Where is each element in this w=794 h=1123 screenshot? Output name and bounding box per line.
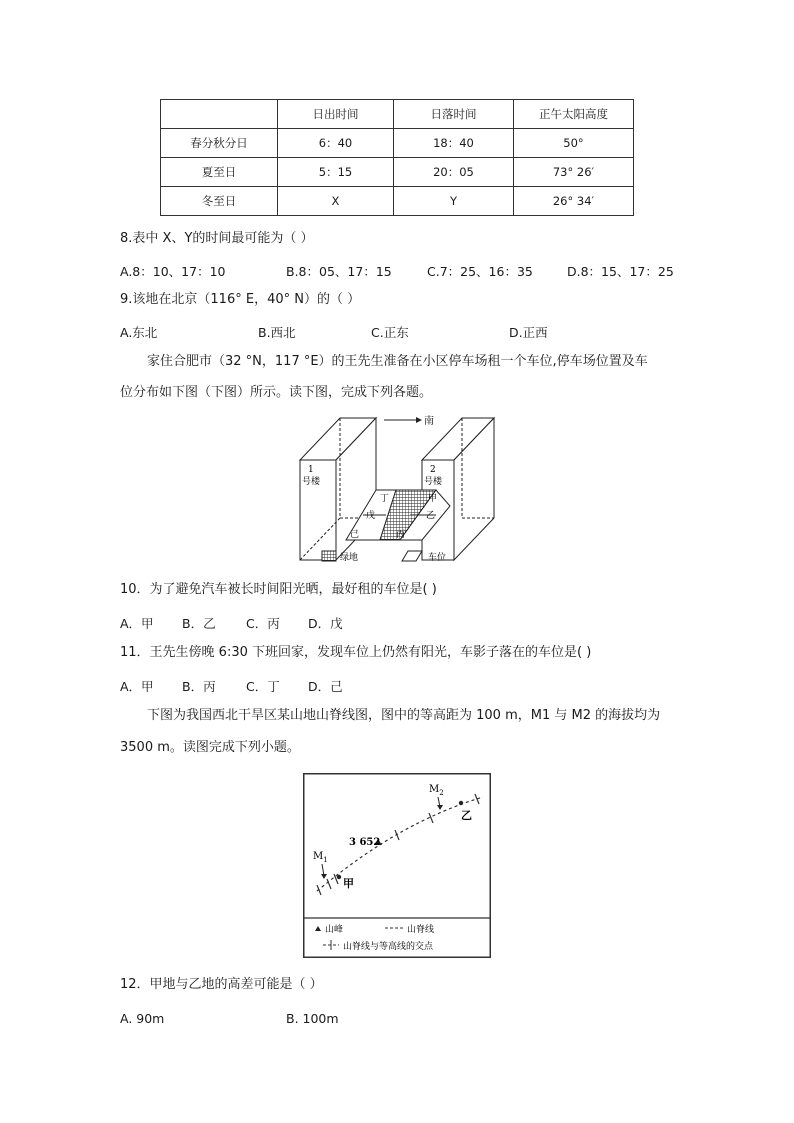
- label-jia: 甲: [343, 877, 354, 890]
- building-2-label: 号楼: [424, 477, 443, 487]
- q8-option-a: A.8：10、17：10: [120, 264, 226, 279]
- table-cell: X: [278, 187, 394, 216]
- south-label: 南: [424, 416, 434, 427]
- legend-spot-swatch: [402, 551, 422, 561]
- south-arrow: [384, 417, 422, 423]
- q12-option-b: B. 100m: [286, 1011, 339, 1026]
- peak-elevation: 3 652: [349, 837, 381, 848]
- question-10-stem: 10．为了避免汽车被长时间阳光晒，最好租的车位是( ): [120, 582, 437, 597]
- q9-option-a: A.东北: [120, 325, 158, 340]
- spot-ji: 己: [350, 530, 360, 540]
- spot-jia: 甲: [428, 494, 438, 504]
- passage-1-line-2: 位分布如下图（下图）所示。读下图，完成下列各题。: [120, 385, 433, 400]
- label-m2: $M_2$: [429, 784, 444, 797]
- table-cell: 冬至日: [161, 187, 278, 216]
- table-cell: 夏至日: [161, 158, 278, 187]
- question-11-stem: 11．王先生傍晚 6:30 下班回家，发现车位上仍然有阳光，车影子落在的车位是( ): [120, 645, 592, 660]
- label-yi: 乙: [461, 809, 472, 822]
- table-cell: 73° 26′: [514, 158, 634, 187]
- legend-ridge-label: 山脊线: [407, 925, 435, 935]
- question-9-stem: 9.该地在北京（116° E，40° N）的（ ）: [120, 292, 361, 307]
- label-m1: $M_1$: [313, 851, 328, 864]
- legend-spot-label: 车位: [428, 553, 447, 563]
- parking-lot-figure: [288, 410, 506, 572]
- building-2-number: 2: [430, 465, 436, 475]
- legend-peak-label: 山峰: [325, 925, 344, 935]
- q8-option-b: B.8：05、17：15: [286, 264, 392, 279]
- table-cell: 日落时间: [394, 100, 514, 129]
- building-1-number: 1: [308, 465, 314, 475]
- table-row: [161, 158, 634, 187]
- ridge-line-figure: [303, 773, 491, 958]
- legend-green-swatch: [322, 551, 336, 561]
- table-row: [161, 187, 634, 216]
- q10-option-b: B．乙: [182, 616, 216, 631]
- q8-option-c: C.7：25、16：35: [427, 264, 533, 279]
- point-jia: [337, 875, 341, 879]
- table-cell: 5：15: [278, 158, 394, 187]
- question-12-stem: 12．甲地与乙地的高差可能是（ ）: [120, 977, 323, 992]
- q11-option-b: B．丙: [182, 679, 216, 694]
- question-8-stem: 8.表中 X、Y的时间最可能为（ ）: [120, 231, 314, 246]
- q11-option-d: D．己: [308, 679, 343, 694]
- q10-option-d: D．戊: [308, 616, 343, 631]
- q9-option-b: B.西北: [258, 325, 296, 340]
- table-cell: [161, 100, 278, 129]
- table-cell: Y: [394, 187, 514, 216]
- q10-option-c: C．丙: [246, 616, 280, 631]
- spot-bing: 丙: [396, 530, 406, 540]
- table-header-row: [161, 100, 634, 129]
- legend-green-label: 绿地: [340, 553, 359, 563]
- legend-cross-label: 山脊线与等高线的交点: [343, 942, 434, 952]
- building-1-label: 号楼: [302, 477, 321, 487]
- table-cell: 正午太阳高度: [514, 100, 634, 129]
- table-cell: 日出时间: [278, 100, 394, 129]
- table-row: [161, 129, 634, 158]
- table-cell: 6：40: [278, 129, 394, 158]
- table-cell: 26° 34′: [514, 187, 634, 216]
- passage-2-line-1: 下图为我国西北干旱区某山地山脊线图，图中的等高距为 100 m，M1 与 M2 的海拔均为: [147, 708, 661, 723]
- q11-option-a: A．甲: [120, 679, 154, 694]
- q11-option-c: C．丁: [246, 679, 280, 694]
- sun-data-table: [160, 99, 634, 216]
- q9-option-d: D.正西: [509, 325, 548, 340]
- building-2: [422, 418, 494, 560]
- passage-2-line-2: 3500 m。读图完成下列小题。: [120, 740, 300, 755]
- table-cell: 18：40: [394, 129, 514, 158]
- passage-1-line-1: 家住合肥市（32 °N，117 °E）的王先生准备在小区停车场租一个车位,停车场位置及车: [147, 354, 648, 369]
- q9-option-c: C.正东: [371, 325, 409, 340]
- q12-option-a: A. 90m: [120, 1011, 165, 1026]
- q10-option-a: A．甲: [120, 616, 154, 631]
- spot-wu: 戊: [366, 511, 376, 521]
- point-yi: [459, 801, 463, 805]
- spot-yi: 乙: [426, 511, 436, 521]
- q8-option-d: D.8：15、17：25: [567, 264, 674, 279]
- spot-ding: 丁: [380, 494, 390, 504]
- table-cell: 春分秋分日: [161, 129, 278, 158]
- table-cell: 20：05: [394, 158, 514, 187]
- table-cell: 50°: [514, 129, 634, 158]
